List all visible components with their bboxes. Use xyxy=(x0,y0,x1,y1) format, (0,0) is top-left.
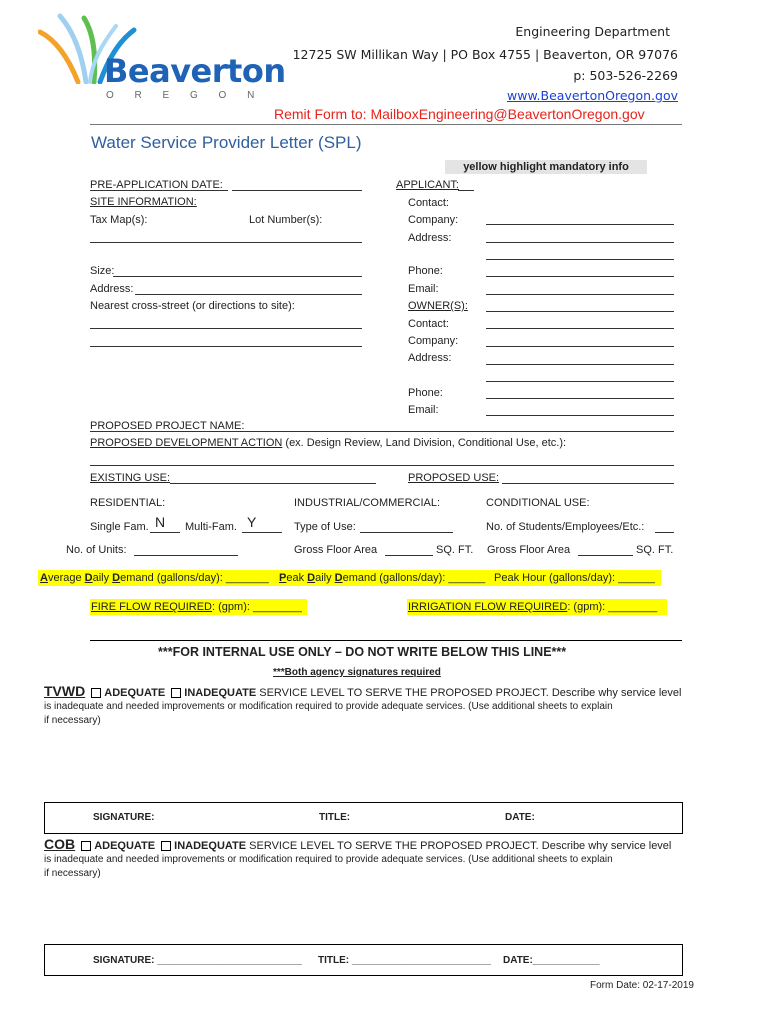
irrigation-flow-label[interactable]: IRRIGATION FLOW REQUIRED: (gpm): ________ xyxy=(408,601,658,613)
cob-row xyxy=(44,836,671,852)
applicant-address-field-2[interactable] xyxy=(486,276,674,277)
applicant-address-field-1[interactable] xyxy=(486,259,674,260)
applicant-company-field[interactable] xyxy=(486,242,674,243)
existing-use-label: EXISTING USE: xyxy=(90,472,171,484)
owner-email-label: Email: xyxy=(408,404,439,416)
cob-title-label[interactable]: TITLE: _________________________ xyxy=(318,955,491,966)
cob-text-3: if necessary) xyxy=(44,868,101,879)
tax-maps-field[interactable] xyxy=(90,242,362,243)
single-fam-label: Single Fam. xyxy=(90,521,149,533)
multi-fam-label: Multi-Fam. xyxy=(185,521,237,533)
units-label: No. of Units: xyxy=(66,544,127,556)
type-of-use-label: Type of Use: xyxy=(294,521,356,533)
header-website[interactable]: www.BeavertonOregon.gov xyxy=(507,88,678,103)
owner-phone-field[interactable] xyxy=(486,398,674,399)
students-field[interactable] xyxy=(655,532,674,533)
owner-company-label: Company: xyxy=(408,335,459,347)
multi-fam-value[interactable]: Y xyxy=(247,514,257,530)
header-phone: p: 503-526-2269 xyxy=(573,68,678,83)
applicant-label: APPLICANT: xyxy=(396,179,459,191)
cross-street-field-1[interactable] xyxy=(90,328,362,329)
tvwd-label: TVWD xyxy=(44,683,86,699)
cob-inadequate-checkbox[interactable] xyxy=(161,841,171,851)
tvwd-inadequate-label: INADEQUATE xyxy=(184,687,257,699)
tvwd-title-label[interactable]: TITLE: xyxy=(319,812,351,823)
applicant-phone-field[interactable] xyxy=(486,294,674,295)
peak-hour-label[interactable]: Peak Hour (gallons/day): ______ xyxy=(494,572,655,584)
residential-label: RESIDENTIAL: xyxy=(90,497,166,509)
highlight-note: yellow highlight mandatory info xyxy=(445,160,647,174)
remit-line: Remit Form to: MailboxEngineering@BeavertonOregon.gov xyxy=(274,106,645,122)
applicant-address-label: Address: xyxy=(408,232,452,244)
existing-use-field[interactable] xyxy=(170,483,376,484)
project-name-label: PROPOSED PROJECT NAME: xyxy=(90,420,245,432)
tvwd-adequate-label: ADEQUATE xyxy=(104,687,166,699)
type-of-use-field[interactable] xyxy=(360,532,453,533)
cob-signature-label[interactable]: SIGNATURE: __________________________ xyxy=(93,955,302,966)
proposed-use-label: PROPOSED USE: xyxy=(408,472,500,484)
industrial-label: INDUSTRIAL/COMMERCIAL: xyxy=(294,497,441,509)
owner-contact-label: Contact: xyxy=(408,318,449,330)
cross-street-label: Nearest cross-street (or directions to site): xyxy=(90,300,295,312)
single-fam-field[interactable] xyxy=(150,532,180,533)
conditional-label: CONDITIONAL USE: xyxy=(486,497,590,509)
logo-wordmark: Beaverton xyxy=(104,52,286,90)
page-title: Water Service Provider Letter (SPL) xyxy=(91,133,362,152)
development-action-note: (ex. Design Review, Land Division, Conditional Use, etc.): xyxy=(285,437,567,449)
header-dept: Engineering Department xyxy=(515,24,670,39)
internal-heading: ***FOR INTERNAL USE ONLY – DO NOT WRITE BELOW THIS LINE*** xyxy=(158,645,567,659)
sqft2-label: SQ. FT. xyxy=(636,544,674,556)
tvwd-text-1: SERVICE LEVEL TO SERVE THE PROPOSED PROJECT. Describe why service level xyxy=(259,687,682,699)
tvwd-date-label[interactable]: DATE: xyxy=(505,812,535,823)
size-label: Size: xyxy=(90,265,115,277)
applicant-contact-label: Contact: xyxy=(408,197,449,209)
owner-email-field[interactable] xyxy=(486,415,674,416)
applicant-phone-label: Phone: xyxy=(408,265,443,277)
applicant-underline xyxy=(458,190,474,191)
proposed-use-field[interactable] xyxy=(502,483,674,484)
cob-date-label[interactable]: DATE:____________ xyxy=(503,955,600,966)
peak-daily-demand-label[interactable]: Peak Daily Demand (gallons/day): ______ xyxy=(279,572,486,584)
multi-fam-field[interactable] xyxy=(242,532,282,533)
development-action-label: PROPOSED DEVELOPMENT ACTION xyxy=(90,437,283,449)
tvwd-text-3: if necessary) xyxy=(44,715,101,726)
applicant-company-label: Company: xyxy=(408,214,459,226)
project-name-field[interactable] xyxy=(90,431,674,432)
cob-inadequate-label: INADEQUATE xyxy=(174,840,247,852)
beaverton-logo xyxy=(38,12,288,102)
tvwd-signature-label[interactable]: SIGNATURE: xyxy=(93,812,155,823)
avg-demand-label[interactable]: Average Daily Demand (gallons/day): _______ xyxy=(40,572,269,584)
fire-flow-label[interactable]: FIRE FLOW REQUIRED: (gpm): ________ xyxy=(91,601,302,613)
students-label: No. of Students/Employees/Etc.: xyxy=(486,521,645,533)
applicant-contact-field[interactable] xyxy=(486,224,674,225)
cob-text-2: is inadequate and needed improvements or modification required to provide adequate services. (Use additional sheets to explain xyxy=(44,854,613,865)
owner-address-field-1[interactable] xyxy=(486,364,674,365)
header-divider xyxy=(90,124,682,125)
development-action-row xyxy=(90,437,566,449)
lot-numbers-label: Lot Number(s): xyxy=(249,214,323,226)
pre-app-date-input[interactable] xyxy=(232,190,362,191)
signatures-required: ***Both agency signatures required xyxy=(273,667,441,678)
applicant-email-label: Email: xyxy=(408,283,439,295)
internal-divider xyxy=(90,640,682,641)
owner-company-field[interactable] xyxy=(486,346,674,347)
single-fam-value[interactable]: N xyxy=(155,514,166,530)
header-address: 12725 SW Millikan Way | PO Box 4755 | Beaverton, OR 97076 xyxy=(292,47,678,62)
tvwd-inadequate-checkbox[interactable] xyxy=(171,688,181,698)
cob-adequate-checkbox[interactable] xyxy=(81,841,91,851)
owners-label: OWNER(S): xyxy=(408,300,468,312)
sqft-label: SQ. FT. xyxy=(436,544,474,556)
site-info-label: SITE INFORMATION: xyxy=(90,196,197,208)
owner-phone-label: Phone: xyxy=(408,387,443,399)
cross-street-field-2[interactable] xyxy=(90,346,362,347)
site-address-label: Address: xyxy=(90,283,134,295)
cob-text-1: SERVICE LEVEL TO SERVE THE PROPOSED PROJECT. Describe why service level xyxy=(249,840,672,852)
owner-address-field-2[interactable] xyxy=(486,381,674,382)
pre-app-date-field[interactable] xyxy=(90,190,228,191)
form-date: Form Date: 02-17-2019 xyxy=(590,980,694,991)
tvwd-adequate-checkbox[interactable] xyxy=(91,688,101,698)
tvwd-text-2: is inadequate and needed improvements or modification required to provide adequate services. (Use additional sheets to explain xyxy=(44,701,613,712)
tvwd-row xyxy=(44,683,681,699)
size-field[interactable] xyxy=(113,276,362,277)
gfa2-field[interactable] xyxy=(578,555,633,556)
gfa2-label: Gross Floor Area xyxy=(487,544,571,556)
site-address-field[interactable] xyxy=(135,294,362,295)
owner-address-label: Address: xyxy=(408,352,452,364)
logo-subtitle: O R E G O N xyxy=(106,90,264,101)
pre-app-date-label: PRE-APPLICATION DATE: xyxy=(90,179,223,191)
cob-adequate-label: ADEQUATE xyxy=(94,840,156,852)
gfa-field[interactable] xyxy=(385,555,433,556)
applicant-email-field[interactable] xyxy=(486,311,674,312)
cob-label: COB xyxy=(44,836,76,852)
units-field[interactable] xyxy=(134,555,238,556)
development-action-field[interactable] xyxy=(90,465,674,466)
owner-contact-field[interactable] xyxy=(486,328,674,329)
tax-maps-label: Tax Map(s): xyxy=(90,214,148,226)
gfa-label: Gross Floor Area xyxy=(294,544,378,556)
